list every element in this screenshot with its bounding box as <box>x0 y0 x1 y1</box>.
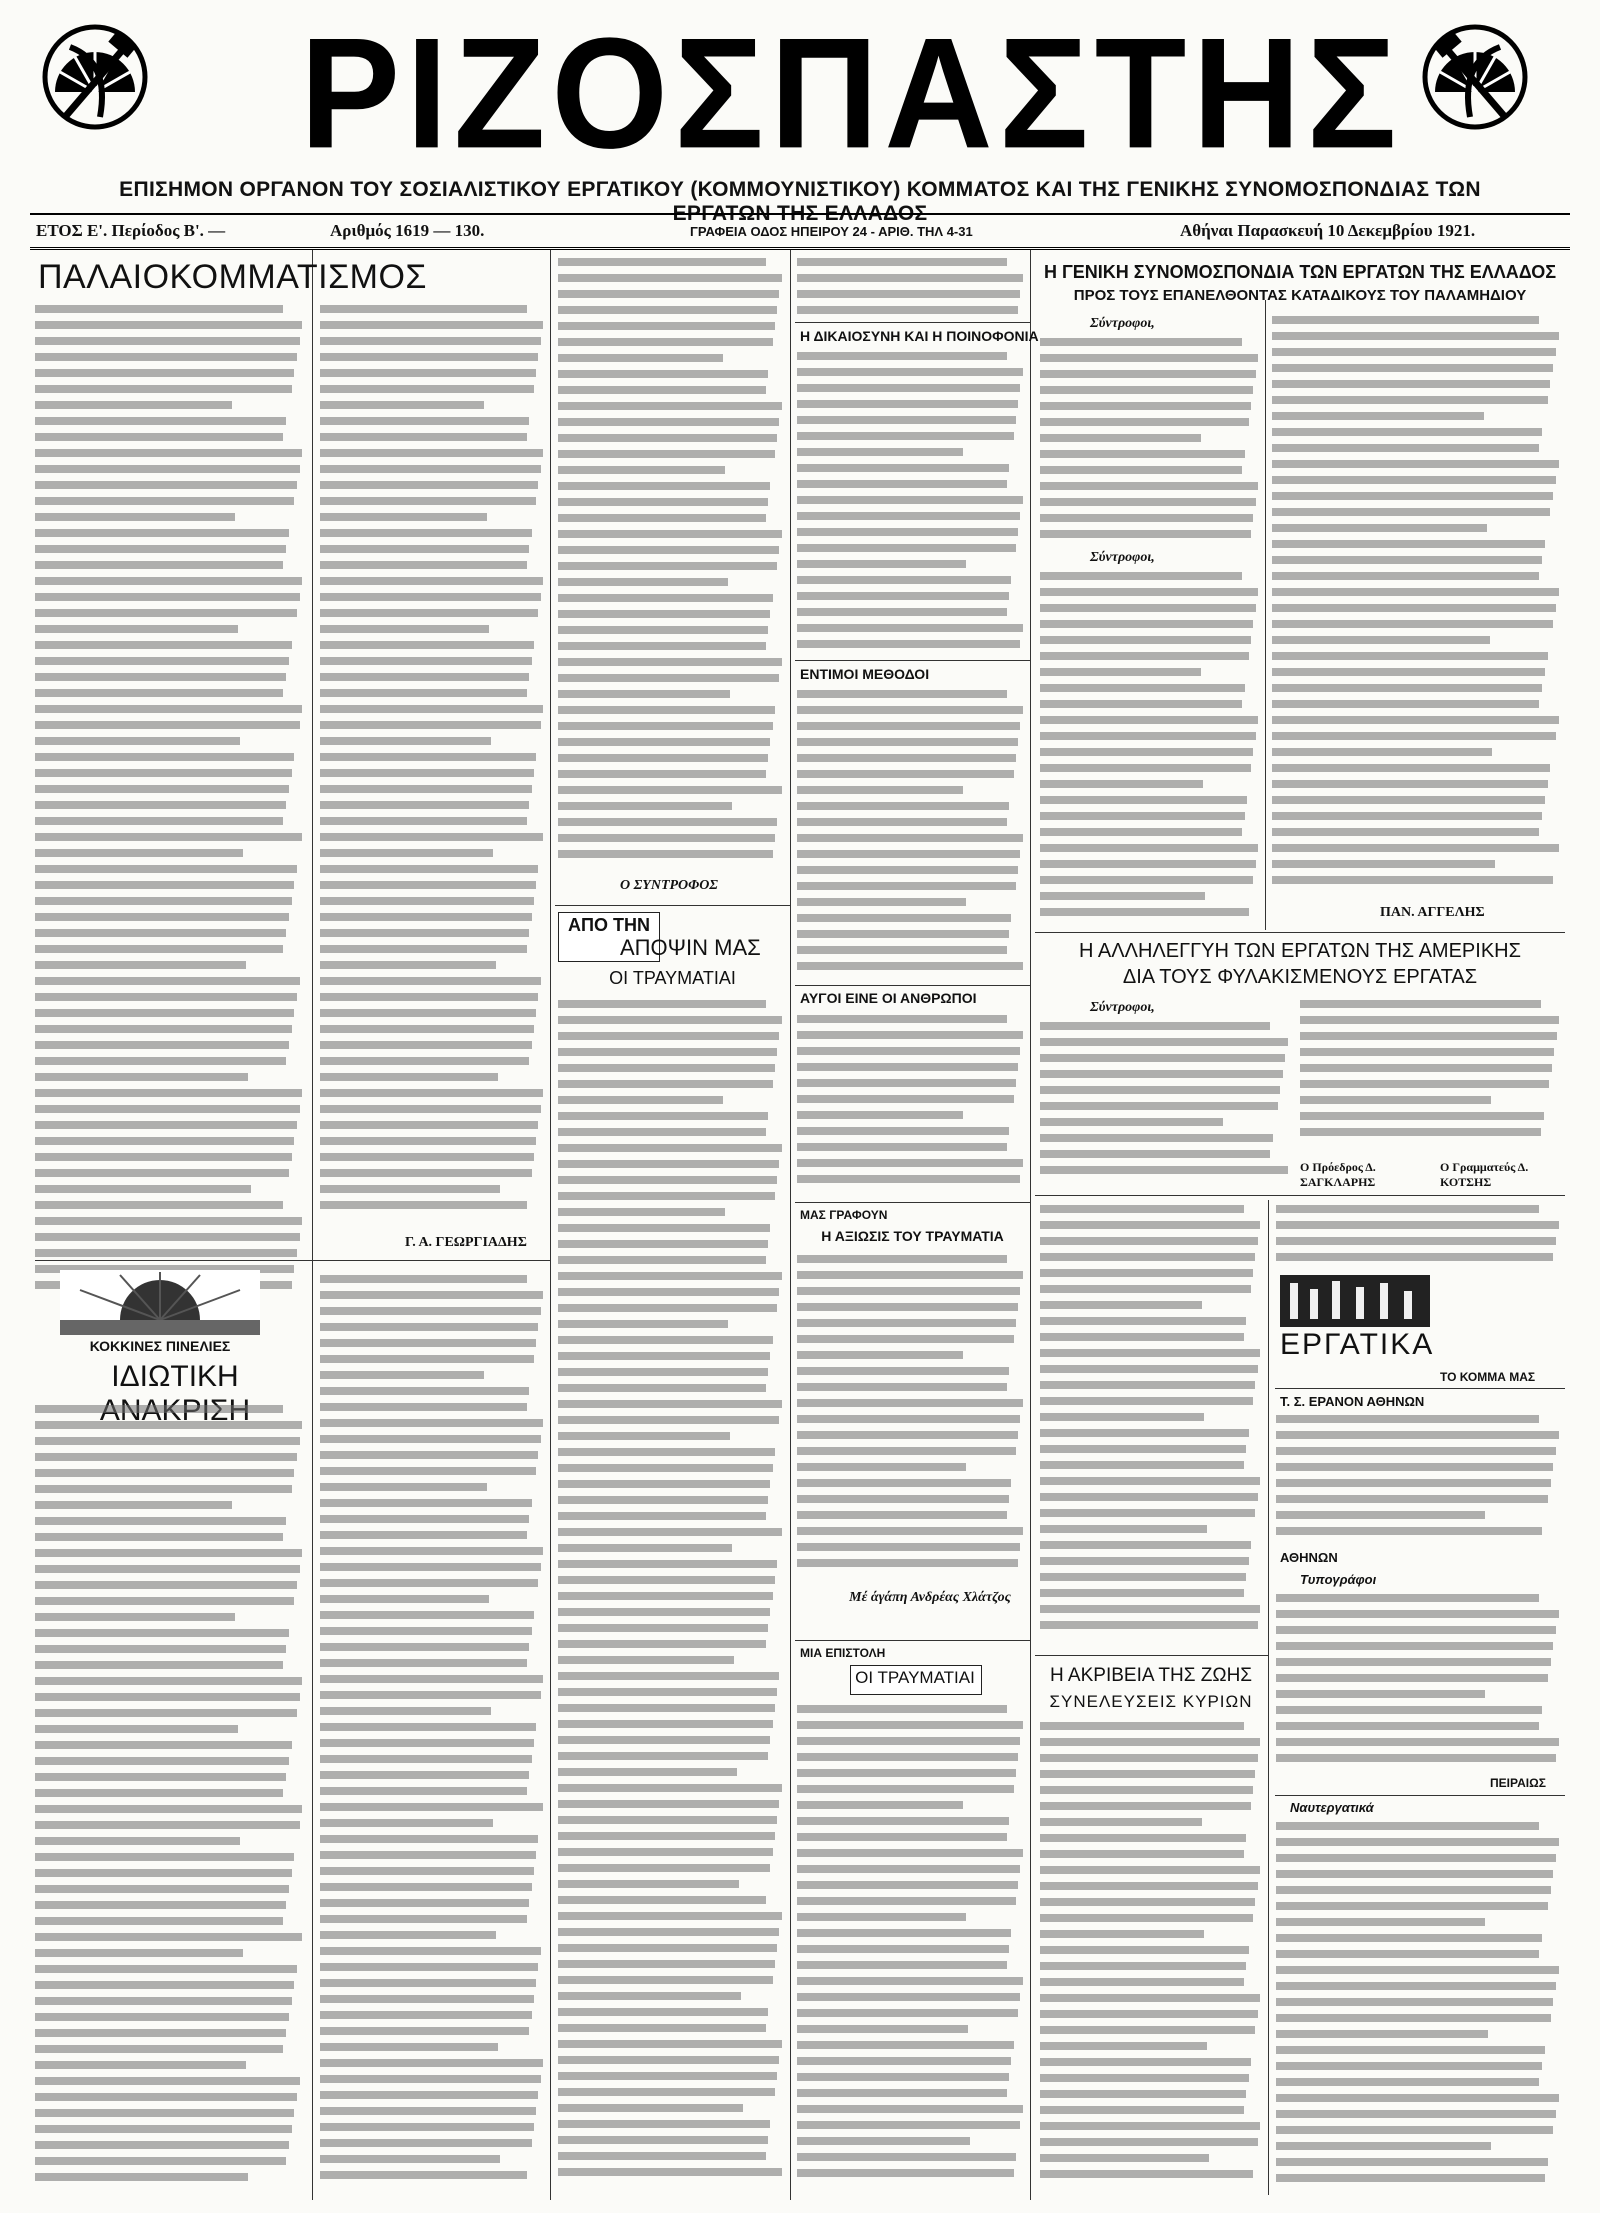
newspaper-title: ΡΙΖΟΣΠΑΣΤΗΣ <box>300 4 1403 181</box>
subsection-title: Τ. Σ. ΕΡΑΝΟΝ ΑΘΗΝΩΝ <box>1280 1394 1425 1409</box>
column-title: ΑΠΟΨΙΝ ΜΑΣ <box>620 935 761 960</box>
article-body <box>1040 1022 1290 1182</box>
article-subtitle-gsee: ΠΡΟΣ ΤΟΥΣ ΕΠΑΝΕΛΘΟΝΤΑΣ ΚΑΤΑΔΙΚΟΥΣ ΤΟΥ ΠΑΛΑΜΗΔΙΟΥ <box>1073 287 1527 304</box>
subsection-title: Ναυτεργατικά <box>1290 1800 1374 1815</box>
article-body <box>1300 1000 1562 1150</box>
section-title-ergatika: ΕΡΓΑΤΙΚΑ <box>1280 1328 1435 1361</box>
column-rule <box>1030 250 1031 2200</box>
section-divider <box>555 905 790 906</box>
article-body <box>797 1015 1025 1195</box>
article-body <box>797 352 1025 652</box>
dateline <box>30 213 1570 250</box>
subsection-title: Τυπογράφοι <box>1300 1572 1377 1587</box>
article-title-dikaiosyni: Η ΔΙΚΑΙΟΣΥΝΗ ΚΑΙ Η ΠΟΙΝΟΦΟΝΙΑ <box>800 328 1039 344</box>
section-divider <box>795 660 1030 661</box>
article-body <box>797 1705 1025 2195</box>
section-divider <box>1275 1795 1565 1796</box>
article-body <box>797 690 1025 980</box>
issue-date: Αθήναι Παρασκευή 10 Δεκεμβρίου 1921. <box>1180 221 1476 240</box>
masthead-subtitle: ΕΠΙΣΗΜΟΝ ΟΡΓΑΝΟΝ ΤΟΥ ΣΟΣΙΑΛΙΣΤΙΚΟΥ ΕΡΓΑΤΙΚΟΥ (ΚΟΜΜΟΥΝΙΣΤΙΚΟΥ) ΚΟΜΜΑΤΟΣ ΚΑΙ ΤΗΣ ΓΕΝΙΚΗΣ ΣΥΝΟΜΟΣΠΟΝΔΙΑΣ ΤΩΝ ΕΡΓΑΤΩΝ ΤΗΣ ΕΛΛΑΔΟΣ <box>119 178 1481 225</box>
salutation: Σύντροφοι, <box>1090 1000 1155 1015</box>
article-title-aygoi: ΑΥΓΟΙ ΕΙΝΕ ΟΙ ΑΝΘΡΩΠΟΙ <box>800 990 977 1006</box>
article-body <box>1276 1205 1562 1265</box>
article-title-oi-traumatiai: ΟΙ ΤΡΑΥΜΑΤΙΑΙ <box>609 968 736 988</box>
article-body <box>1040 572 1260 927</box>
section-divider <box>795 985 1030 986</box>
article-body <box>1040 1722 1262 2195</box>
article-body <box>320 1275 545 2195</box>
article-subtitle-allileggyi: ΔΙΑ ΤΟΥΣ ΦΥΛΑΚΙΣΜΕΝΟΥΣ ΕΡΓΑΤΑΣ <box>1122 966 1478 988</box>
article-title-akriveia: Η ΑΚΡΙΒΕΙΑ ΤΗΣ ΖΩΗΣ <box>1049 1665 1253 1686</box>
article-title-idiotiki-anakrisi: ΙΔΙΩΤΙΚΗ <box>111 1360 239 1393</box>
subsection-title: ΠΕΙΡΑΙΩΣ <box>1490 1776 1546 1790</box>
column-kicker: ΜΙΑ ΕΠΙΣΤΟΛΗ <box>800 1646 886 1660</box>
sunrise-illustration-icon <box>60 1270 260 1335</box>
signature-president: Ο Πρόεδρος Δ. ΣΑΓΚΛΑΡΗΣ <box>1300 1160 1376 1189</box>
emblem-right-icon <box>1420 22 1530 132</box>
section-divider <box>795 322 1030 323</box>
section-divider <box>1035 932 1565 933</box>
column-rule <box>312 250 313 2200</box>
column-kicker: ΑΠΟ ΤΗΝ <box>568 915 650 935</box>
article-body <box>35 305 305 1305</box>
article-signature: Ο ΣΥΝΤΡΟΦΟΣ <box>620 878 718 893</box>
signature-secretary: Ο Γραμματεύς Δ. ΚΟΤΣΗΣ <box>1440 1160 1529 1189</box>
workers-illustration-icon <box>1280 1275 1430 1327</box>
section-divider <box>1035 1195 1565 1196</box>
article-body <box>558 258 784 868</box>
salutation: Σύντροφοι, <box>1090 316 1155 331</box>
section-divider <box>795 1202 1030 1203</box>
article-author: Γ. Α. ΓΕΩΡΓΙΑΔΗΣ <box>405 1235 527 1250</box>
column-rule <box>1268 1200 1269 2195</box>
article-body <box>797 258 1025 318</box>
article-body <box>797 1255 1025 1585</box>
article-title-entimoi: ΕΝΤΙΜΟΙ ΜΕΘΟΔΟΙ <box>800 666 930 682</box>
article-body <box>1040 1205 1262 1645</box>
article-body <box>558 1000 784 2195</box>
subsection-title: ΑΘΗΝΩΝ <box>1280 1550 1338 1565</box>
issue-number: Αριθμός 1619 — 130. <box>330 221 485 240</box>
section-divider <box>1035 1655 1268 1656</box>
issue-year: ΕΤΟΣ Ε'. Περίοδος Β'. — <box>36 221 226 240</box>
column-rule <box>1265 300 1266 930</box>
column-kicker: ΜΑΣ ΓΡΑΦΟΥΝ <box>800 1208 888 1222</box>
masthead <box>0 0 1600 225</box>
article-body <box>1276 1415 1562 1545</box>
column-rule <box>790 250 791 2200</box>
article-title-axiosis: Η ΑΞΙΩΣΙΣ ΤΟΥ ΤΡΑΥΜΑΤΙΑ <box>821 1228 1004 1244</box>
section-divider <box>795 1640 1030 1641</box>
article-body <box>1272 316 1562 896</box>
section-divider <box>1275 1388 1565 1389</box>
article-body <box>35 1405 305 2195</box>
emblem-left-icon <box>40 22 150 132</box>
article-title-palaiokommatismos: ΠΑΛΑΙΟΚΟΜΜΑΤΙΣΜΟΣ <box>38 258 427 296</box>
article-body <box>1040 338 1260 548</box>
article-title-oi-traumatiai-2: ΟΙ ΤΡΑΥΜΑΤΙΑΙ <box>855 1668 975 1687</box>
article-body <box>320 305 545 1225</box>
article-signature: Μέ άγάπη Ανδρέας Χλάτζος <box>849 1590 1011 1605</box>
section-divider <box>35 1260 550 1261</box>
article-body <box>1276 1594 1562 1769</box>
article-signature: ΠΑΝ. ΑΓΓΕΛΗΣ <box>1380 905 1485 920</box>
office-address: ΓΡΑΦΕΙΑ ΟΔΟΣ ΗΠΕΙΡΟΥ 24 - ΑΡΙΘ. ΤΗΛ 4-31 <box>690 224 973 239</box>
section-subtitle: ΤΟ ΚΟΜΜΑ ΜΑΣ <box>1440 1370 1536 1384</box>
salutation: Σύντροφοι, <box>1090 550 1155 565</box>
article-title-allileggyi: Η ΑΛΛΗΛΕΓΓΥΗ ΤΩΝ ΕΡΓΑΤΩΝ ΤΗΣ ΑΜΕΡΙΚΗΣ <box>1079 940 1521 962</box>
article-body <box>1276 1822 1562 2195</box>
article-subtitle-akriveia: ΣΥΝΕΛΕΥΣΕΙΣ ΚΥΡΙΩΝ <box>1049 1692 1253 1711</box>
article-title-gsee: Η ΓΕΝΙΚΗ ΣΥΝΟΜΟΣΠΟΝΔΙΑ ΤΩΝ ΕΡΓΑΤΩΝ ΤΗΣ ΕΛΛΑΔΟΣ <box>1043 262 1556 282</box>
column-rule <box>550 250 551 2200</box>
column-kicker: ΚΟΚΚΙΝΕΣ ΠΙΝΕΛΙΕΣ <box>89 1338 231 1354</box>
